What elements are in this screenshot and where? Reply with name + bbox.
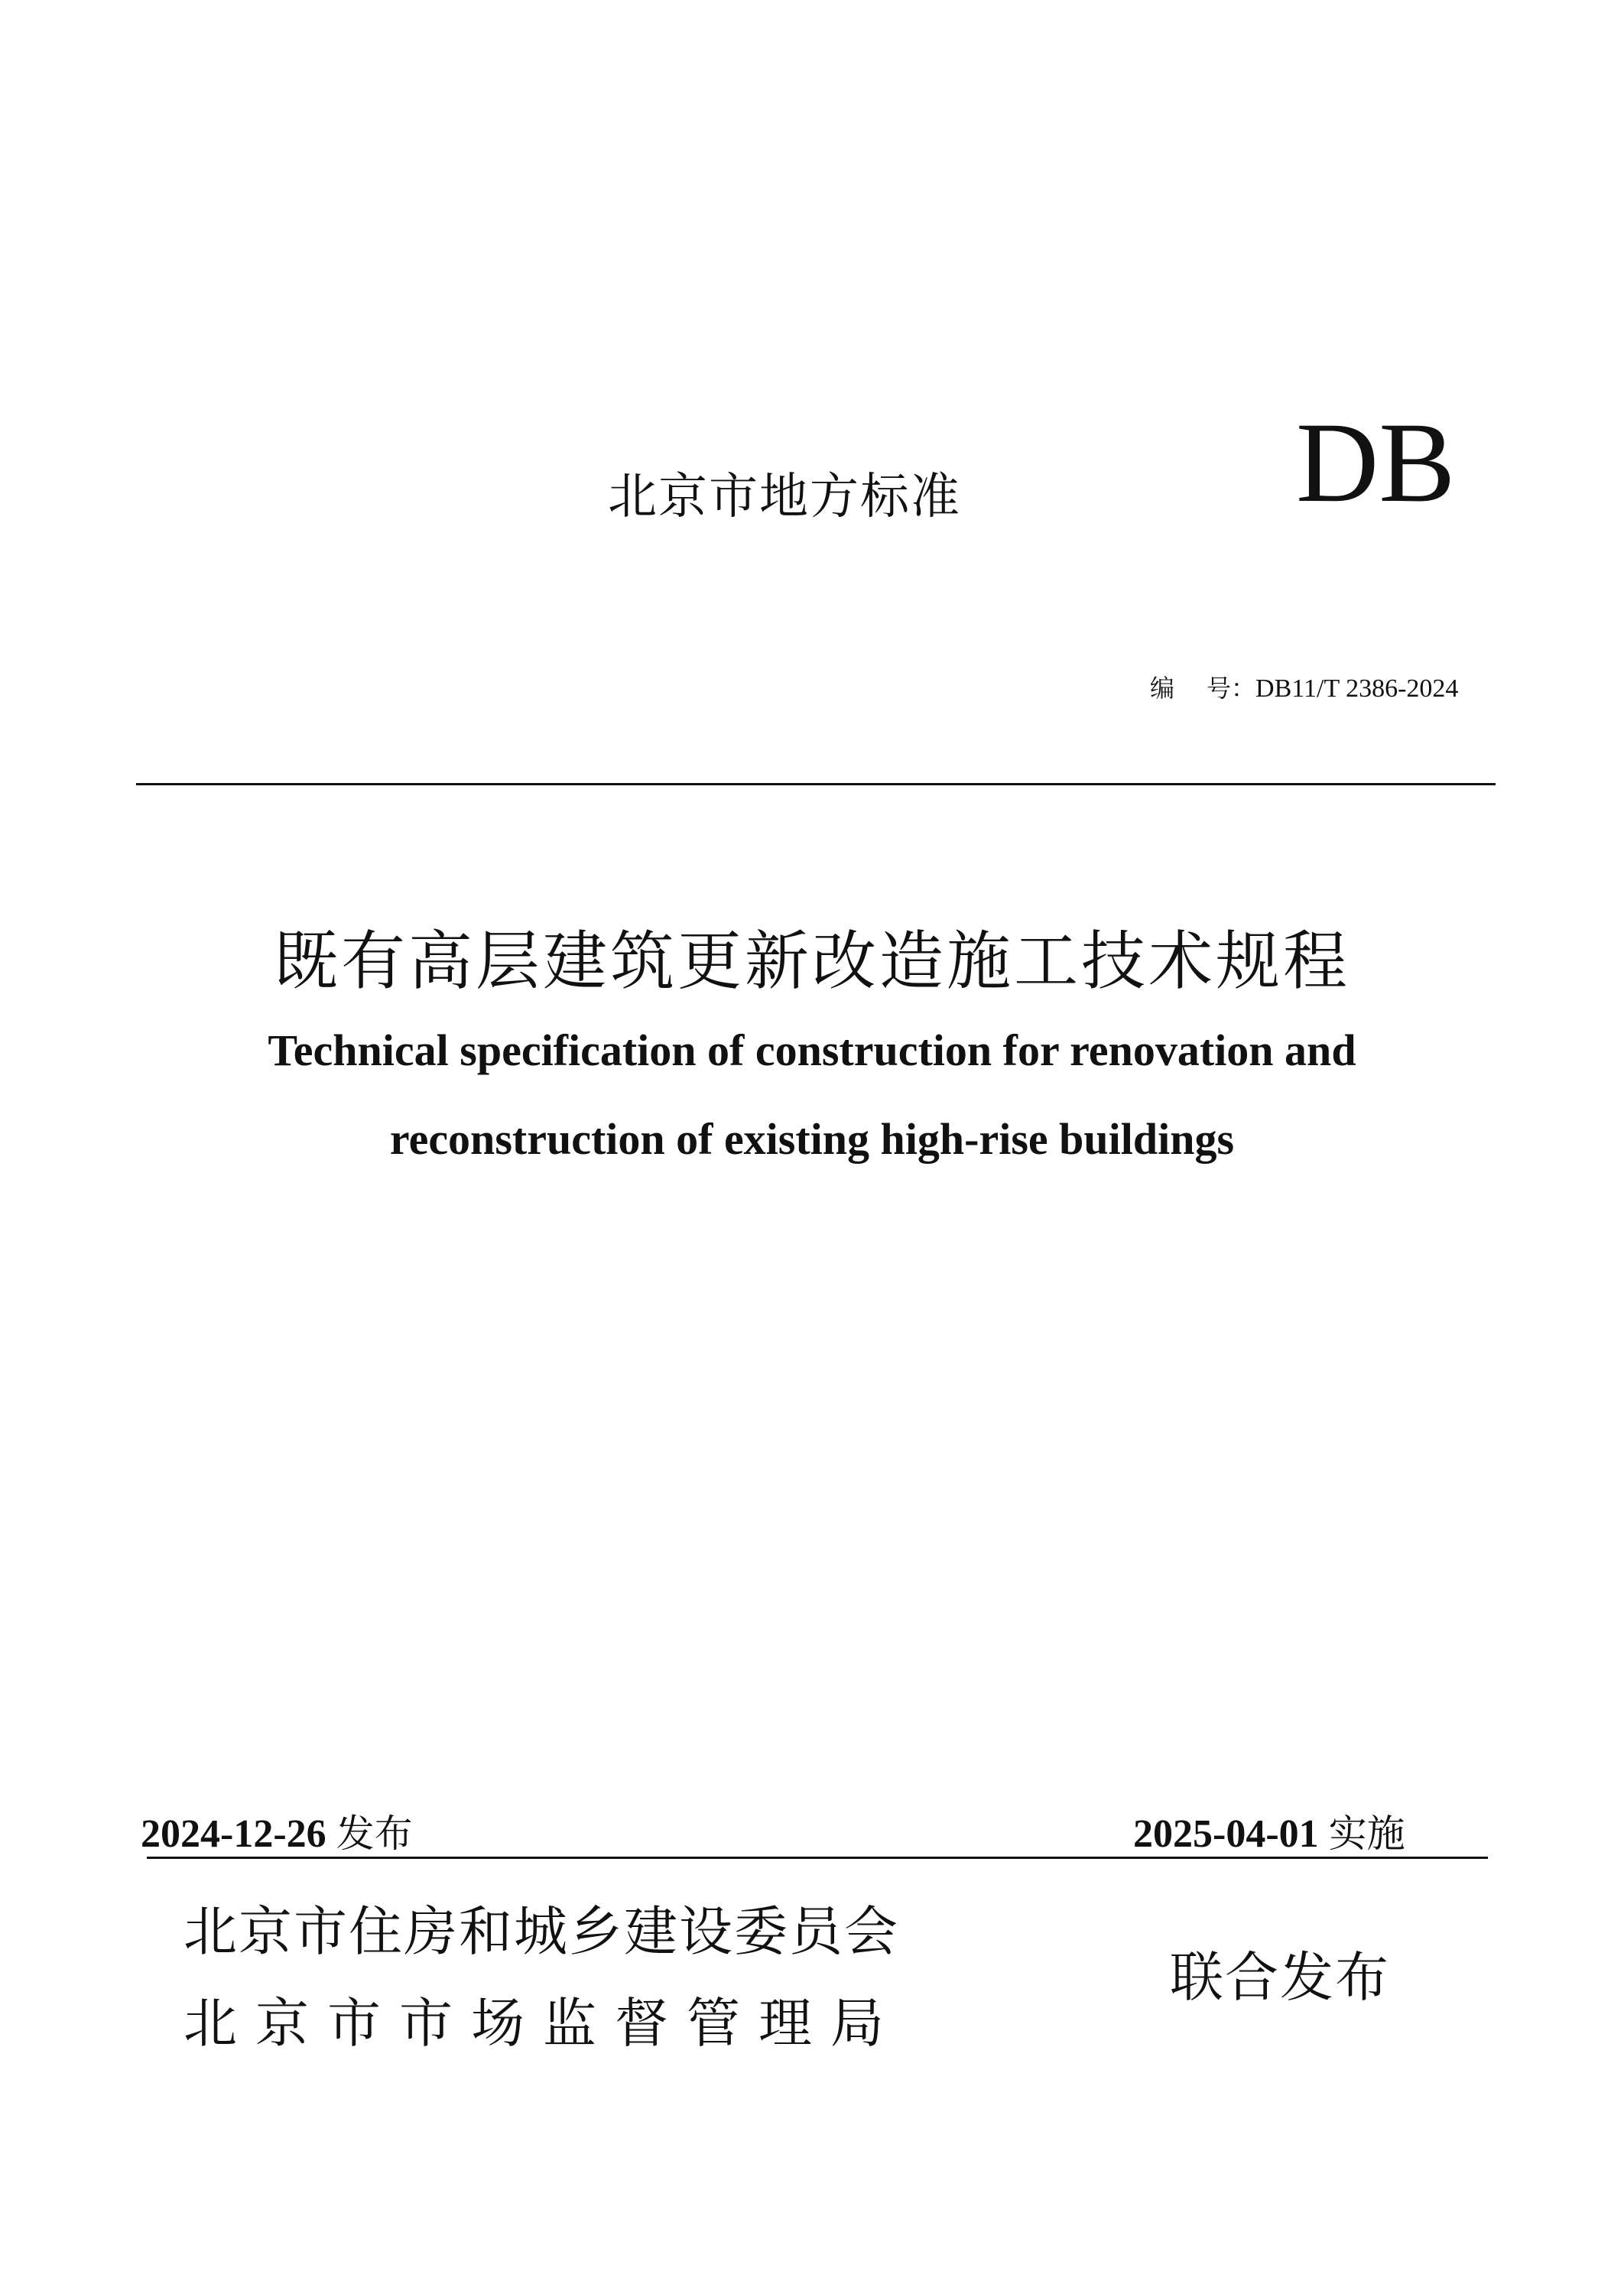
code-label-suffix: 号： [1207,674,1256,703]
standard-code-line [1150,669,1458,704]
issue-date: 2024-12-26 [141,1812,326,1856]
title-chinese: 既有高层建筑更新改造施工技术规程 [273,924,1350,999]
code-label: 编 [1150,674,1175,703]
top-divider [136,783,1496,785]
issue-date-line [141,1803,413,1858]
standard-type-heading: 北京市地方标准 [608,469,961,525]
issue-label: 发布 [336,1811,413,1856]
bottom-divider [147,1857,1488,1859]
issuer-market-regulation: 北京市市场监督管理局 [184,1992,902,2055]
standard-code: DB11/T 2386-2024 [1255,674,1459,703]
title-english-line-2: reconstruction of existing high-rise buildings [389,1114,1235,1164]
db-logo: DB [1296,399,1456,526]
effective-date: 2025-04-01 [1133,1812,1319,1856]
title-english-line-1: Technical specification of construction for renovation and [268,1025,1356,1075]
effective-label: 实施 [1328,1811,1405,1856]
effective-date-line [1133,1803,1405,1858]
joint-issue-label: 联合发布 [1170,1946,1390,2009]
issuer-housing-commission: 北京市住房和城乡建设委员会 [184,1900,899,1963]
